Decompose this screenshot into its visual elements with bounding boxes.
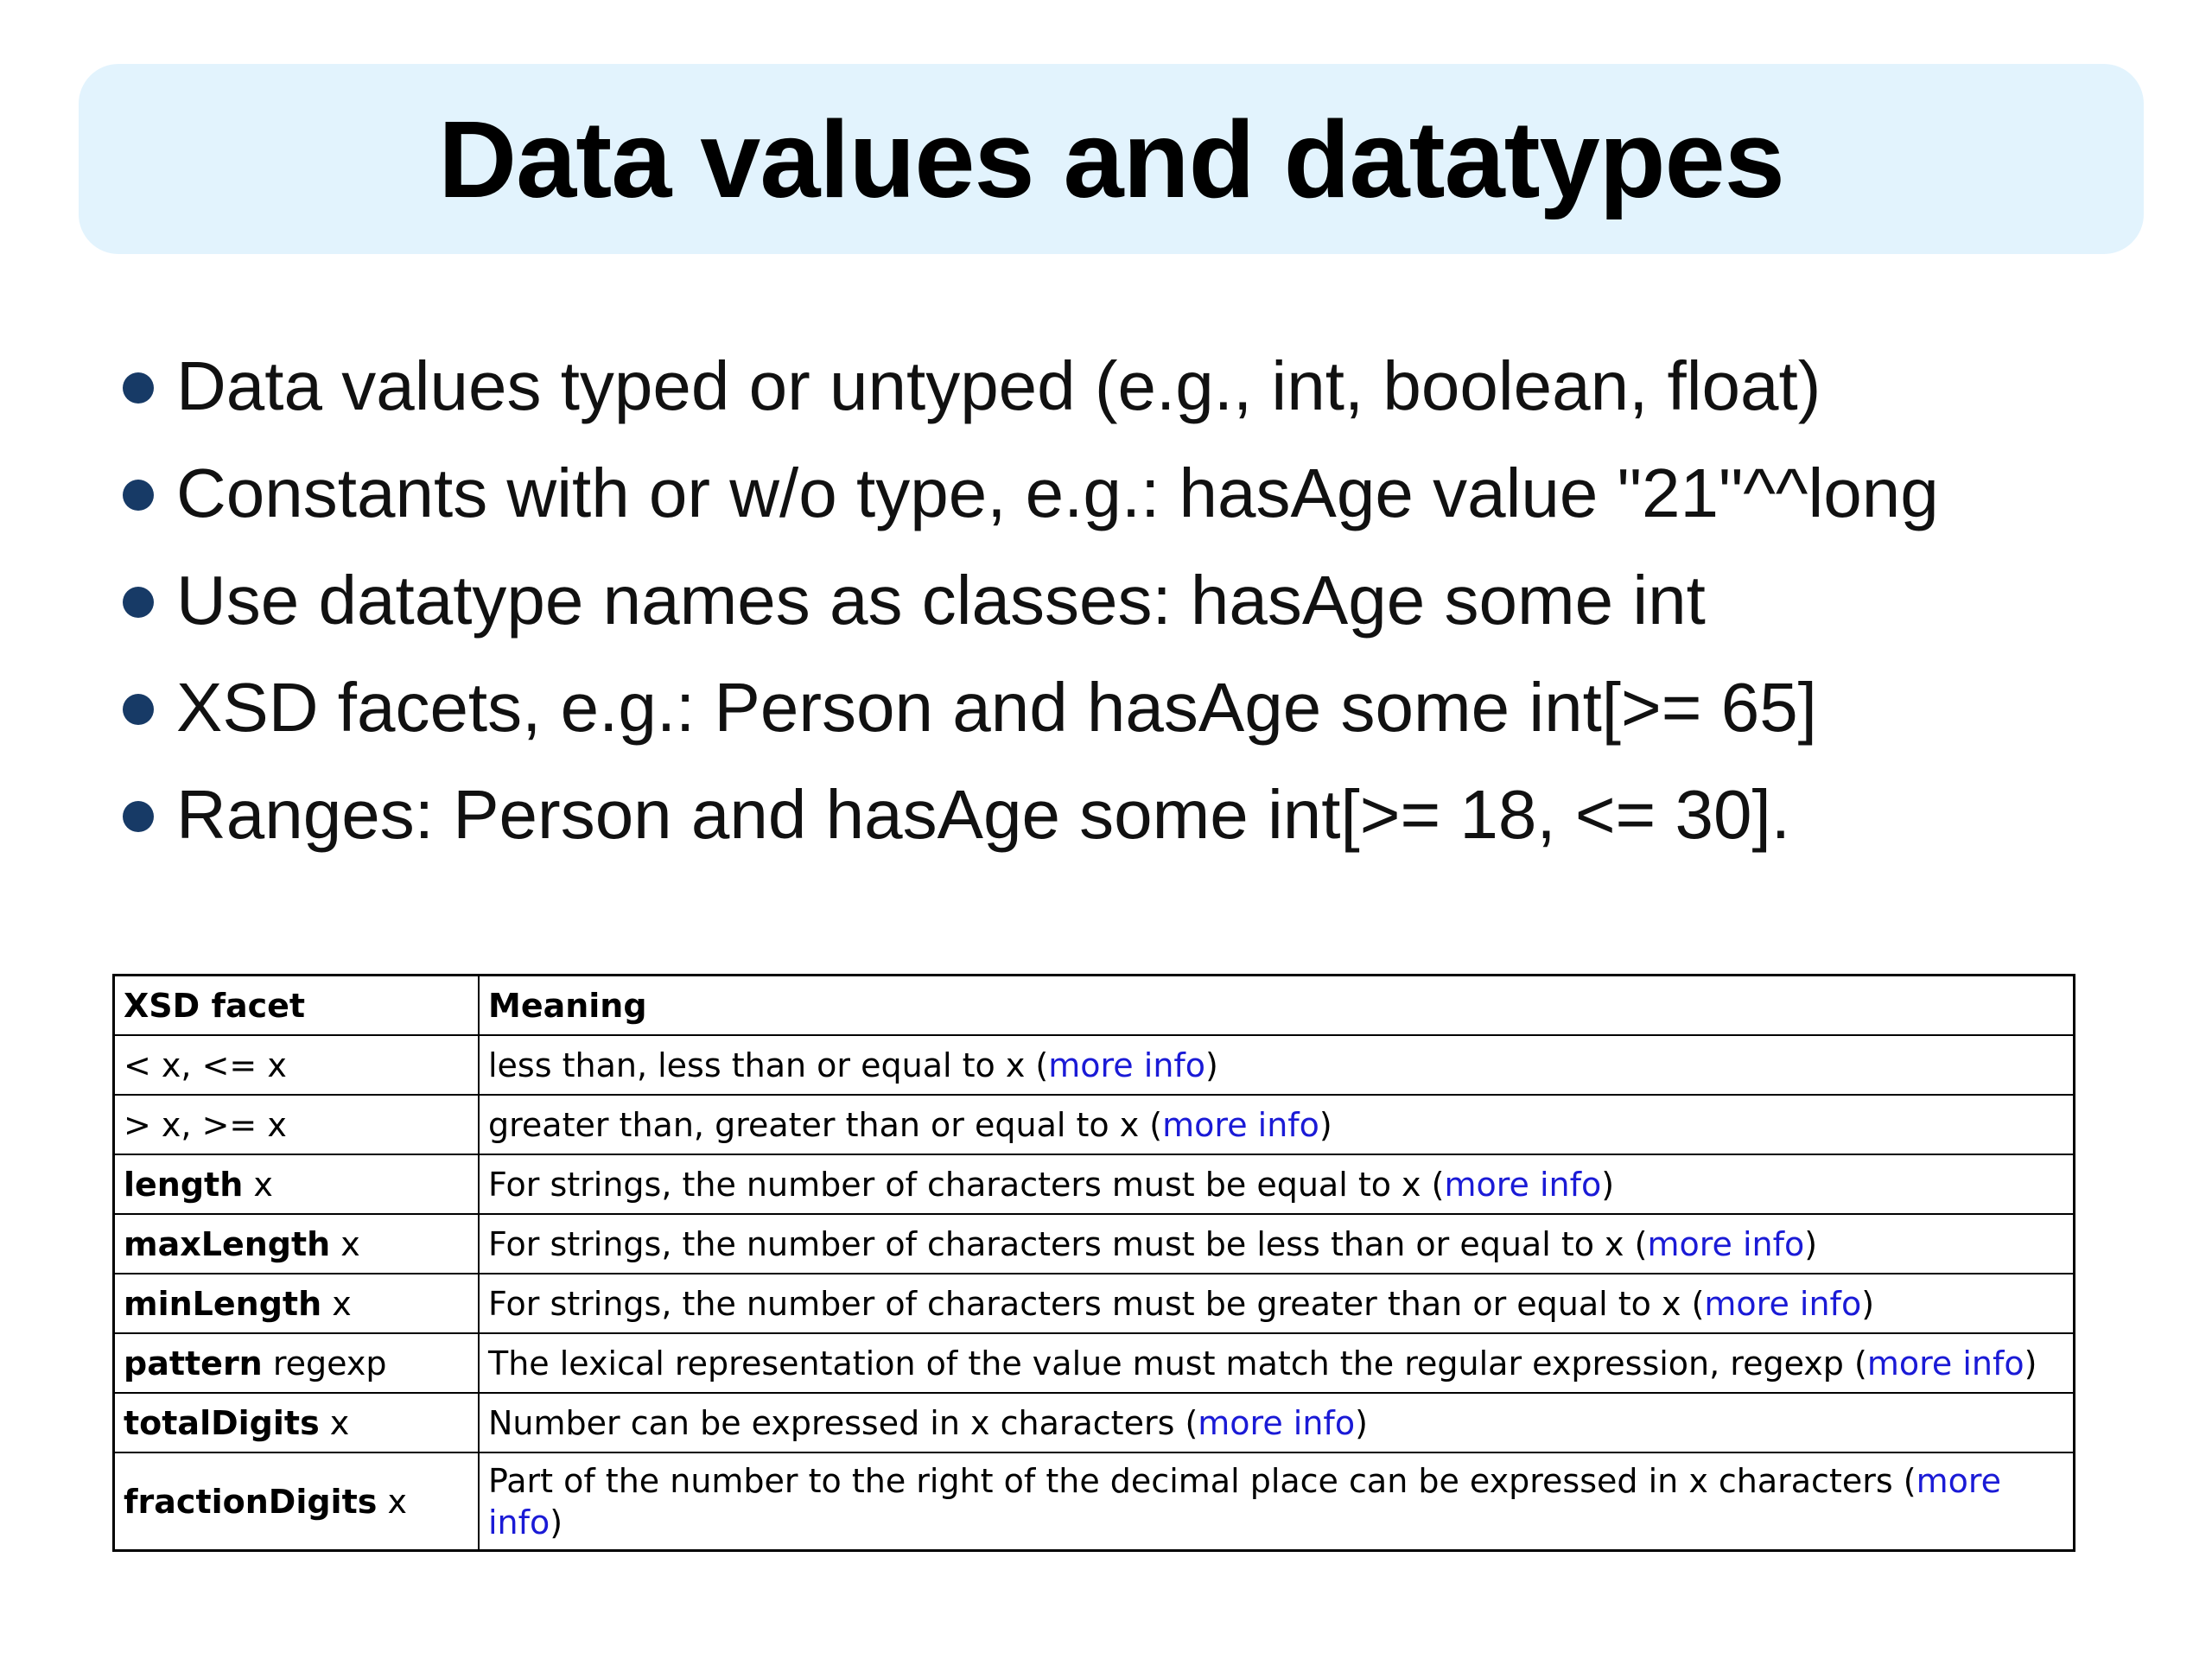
bullet-item [121,761,1939,868]
more-info-link[interactable]: more info [1162,1105,1319,1144]
bullet-dot-icon [123,372,154,404]
facet-argument: x [319,1403,350,1442]
meaning-cell [479,1393,2075,1452]
more-info-link[interactable]: more info [1048,1046,1206,1084]
bullet-dot-icon [123,694,154,725]
table-row [114,1154,2075,1214]
bullet-item [121,440,1939,547]
facet-argument: > x, >= x [124,1105,287,1144]
more-info-link[interactable]: more info [1444,1165,1602,1204]
more-info-link[interactable]: more info [488,1461,2001,1541]
facet-cell [114,1154,480,1214]
meaning-text: Number can be expressed in x characters ( [488,1403,1198,1442]
slide-title: Data values and datatypes [438,98,1784,220]
table-header-row [114,976,2075,1036]
facet-name: pattern [124,1344,263,1382]
meaning-text: For strings, the number of characters must be greater than or equal to x ( [488,1284,1705,1323]
facet-argument: regexp [262,1344,387,1382]
facet-name: totalDigits [124,1403,320,1442]
meaning-text: Part of the number to the right of the decimal place can be expressed in x characters ( [488,1461,1916,1500]
facet-argument: < x, <= x [124,1046,287,1084]
bullet-text: XSD facets, e.g.: Person and hasAge some int[>= 65] [176,669,1817,746]
bullet-dot-icon [123,587,154,618]
meaning-close: ) [1319,1105,1332,1144]
bullet-item [121,333,1939,440]
meaning-cell [479,1154,2075,1214]
table-row [114,1333,2075,1393]
meaning-close: ) [2024,1344,2037,1382]
table-row [114,1095,2075,1154]
facet-name: length [124,1165,244,1204]
bullet-dot-icon [123,480,154,511]
table-row [114,1393,2075,1452]
meaning-text: For strings, the number of characters must be equal to x ( [488,1165,1445,1204]
column-header-facet: XSD facet [114,976,480,1036]
column-header-meaning: Meaning [479,976,2075,1036]
facet-cell [114,1274,480,1333]
meaning-close: ) [550,1503,563,1541]
meaning-cell [479,1035,2075,1095]
facet-name: minLength [124,1284,322,1323]
meaning-text: The lexical representation of the value must match the regular expression, regexp ( [488,1344,1867,1382]
bullet-text: Data values typed or untyped (e.g., int, boolean, float) [176,347,1821,424]
table-row [114,1452,2075,1551]
meaning-close: ) [1601,1165,1615,1204]
facet-name: maxLength [124,1224,331,1263]
meaning-close: ) [1861,1284,1875,1323]
bullet-dot-icon [123,801,154,832]
meaning-close: ) [1804,1224,1818,1263]
facet-cell [114,1393,480,1452]
facet-argument: x [321,1284,352,1323]
bullet-list [121,333,1939,868]
meaning-cell [479,1274,2075,1333]
meaning-cell [479,1452,2075,1551]
xsd-facet-table [112,974,2075,1552]
bullet-text: Use datatype names as classes: hasAge some int [176,562,1706,639]
more-info-link[interactable]: more info [1198,1403,1356,1442]
meaning-cell [479,1333,2075,1393]
facet-cell [114,1214,480,1274]
facet-cell [114,1095,480,1154]
bullet-item [121,654,1939,761]
facet-cell [114,1452,480,1551]
meaning-cell [479,1214,2075,1274]
table-row [114,1214,2075,1274]
bullet-text: Ranges: Person and hasAge some int[>= 18, <= 30]. [176,776,1790,853]
facet-argument: x [330,1224,360,1263]
meaning-text: greater than, greater than or equal to x ( [488,1105,1163,1144]
more-info-link[interactable]: more info [1647,1224,1805,1263]
facet-argument: x [377,1482,407,1521]
meaning-text: For strings, the number of characters must be less than or equal to x ( [488,1224,1648,1263]
facet-argument: x [243,1165,273,1204]
meaning-close: ) [1355,1403,1368,1442]
facet-name: fractionDigits [124,1482,378,1521]
table-row [114,1274,2075,1333]
facet-cell [114,1333,480,1393]
facet-cell [114,1035,480,1095]
table-row [114,1035,2075,1095]
bullet-text: Constants with or w/o type, e.g.: hasAge value "21"^^long [176,454,1939,531]
more-info-link[interactable]: more info [1704,1284,1862,1323]
bullet-item [121,547,1939,654]
meaning-text: less than, less than or equal to x ( [488,1046,1049,1084]
more-info-link[interactable]: more info [1866,1344,2024,1382]
title-banner [79,64,2144,254]
meaning-cell [479,1095,2075,1154]
meaning-close: ) [1205,1046,1218,1084]
